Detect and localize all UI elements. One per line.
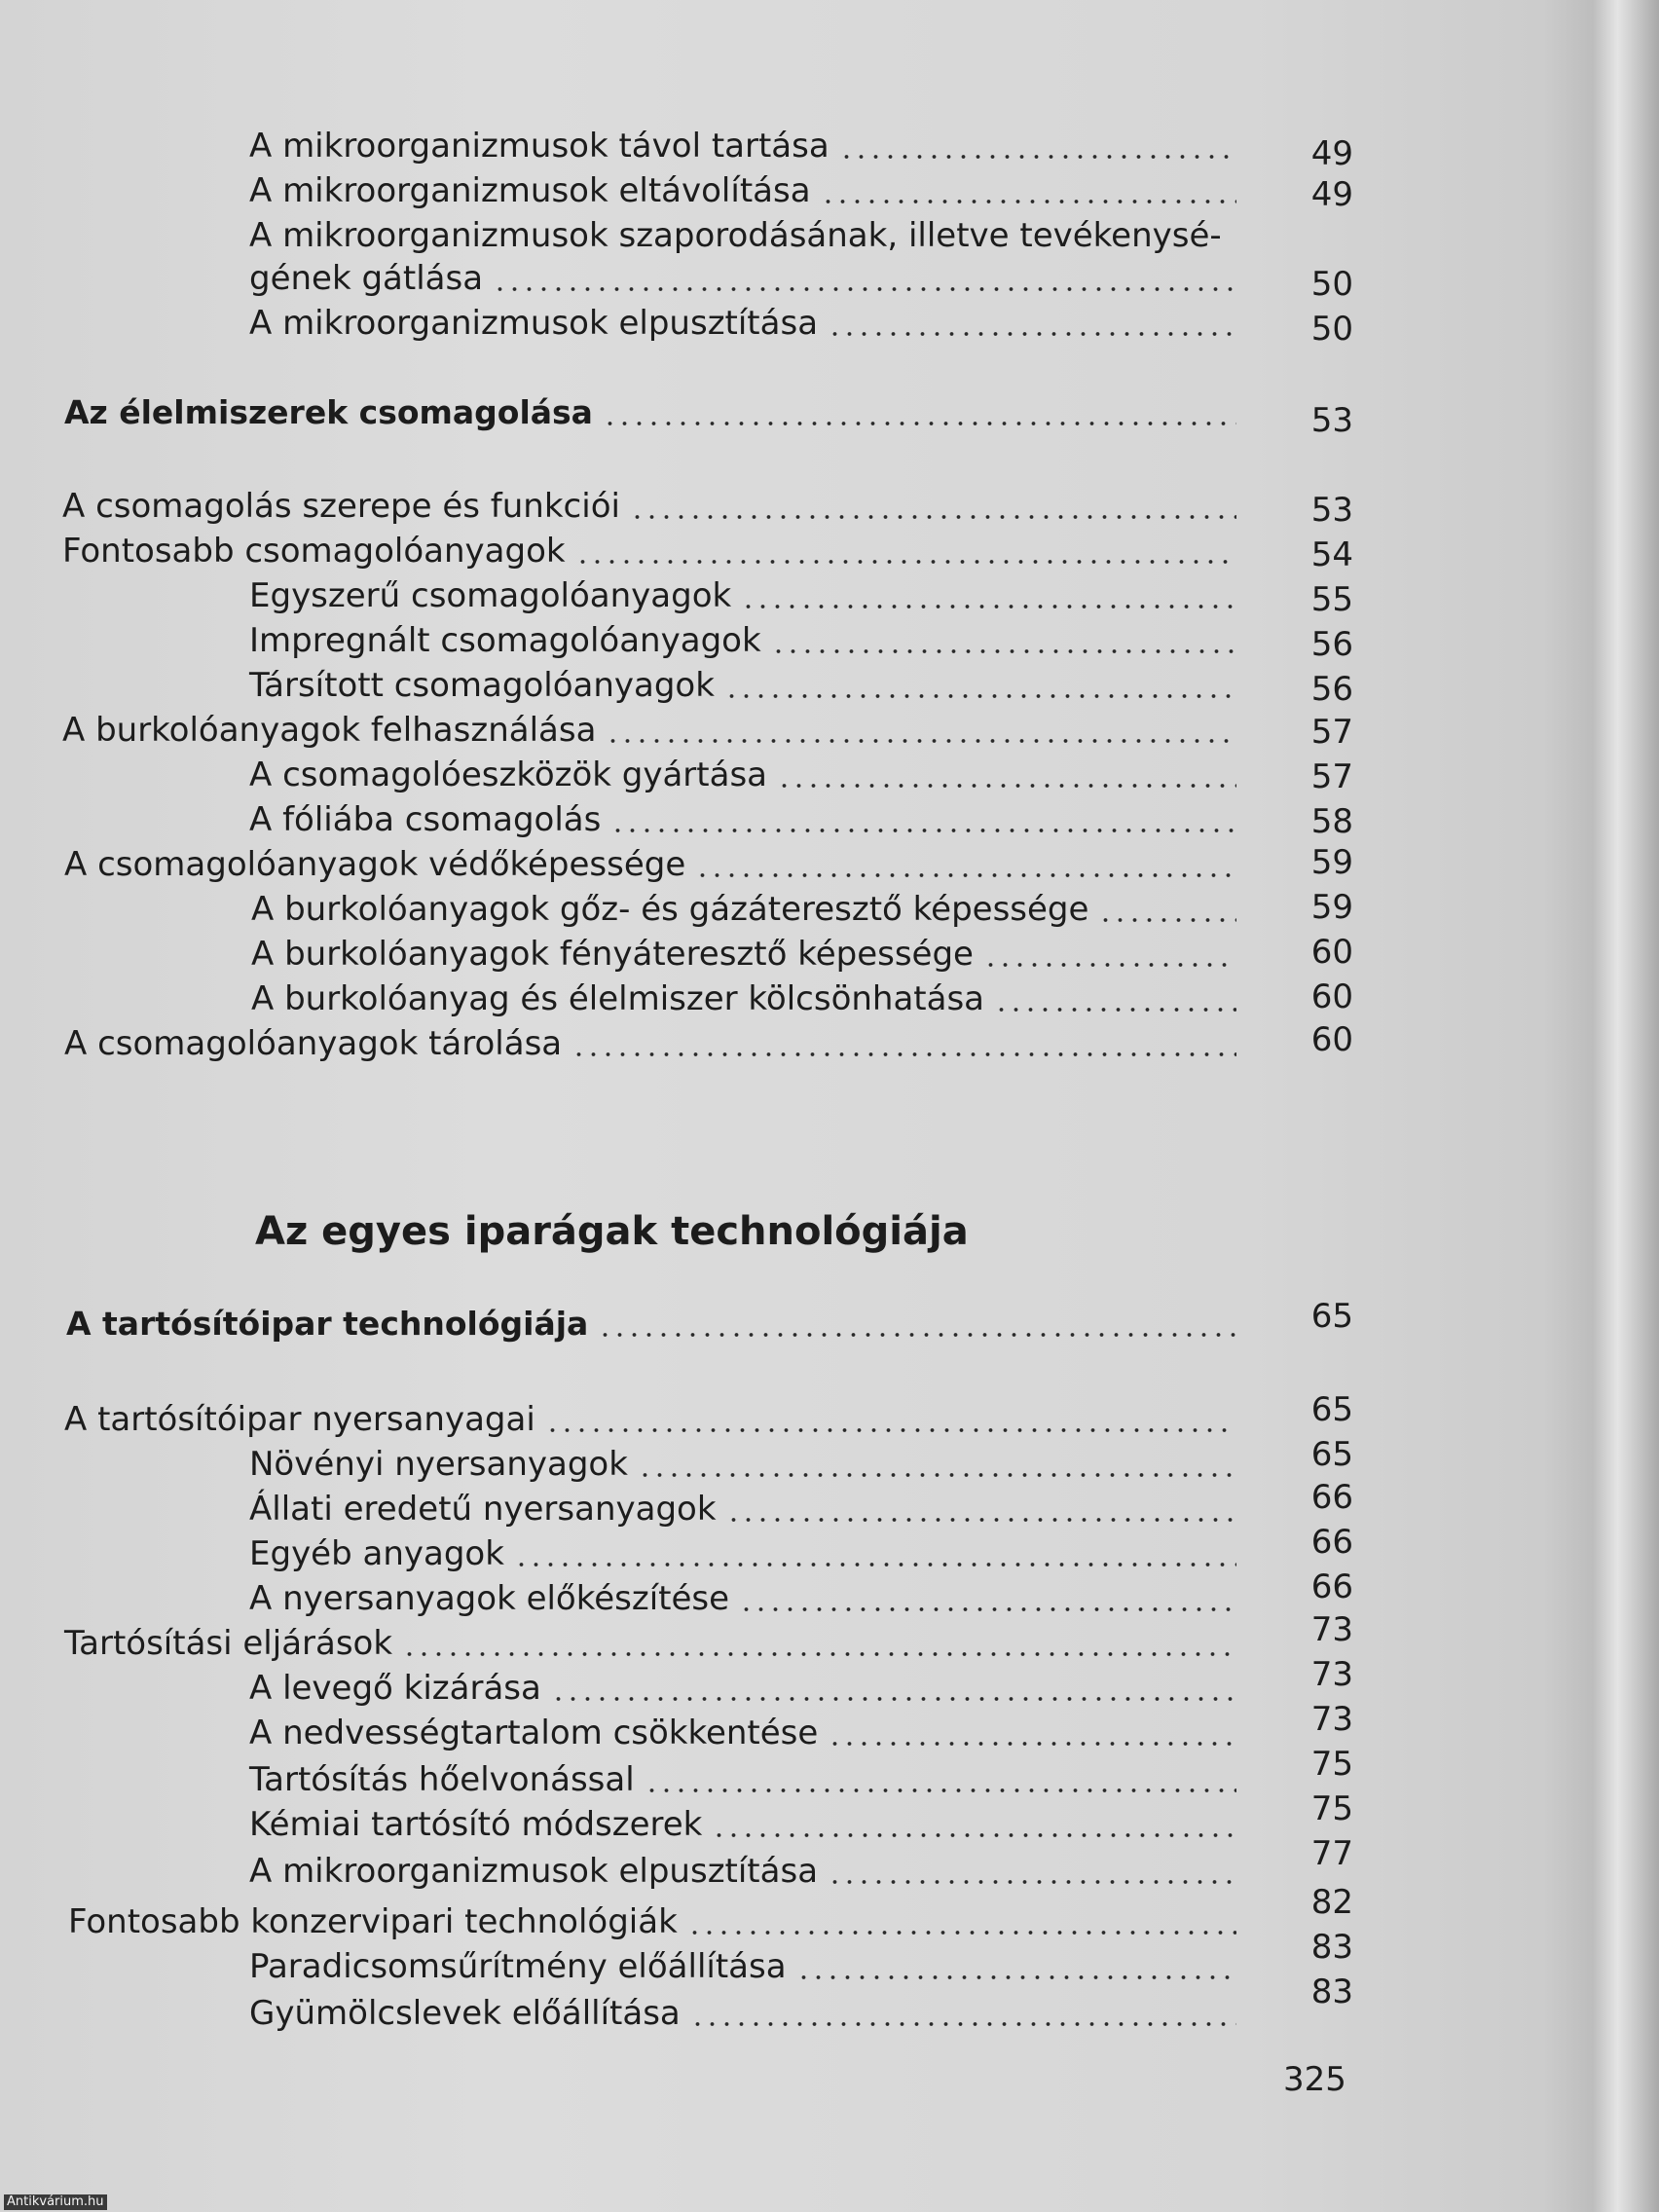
toc-chapter-page: 65 (1310, 1297, 1353, 1336)
toc-entry-label: Egyéb anyagok (249, 1534, 504, 1573)
leader-dots (828, 331, 1236, 337)
toc-entry-label: A csomagolóanyagok védőképessége (64, 845, 686, 884)
toc-entry-label: A mikroorganizmusok eltávolítása (249, 171, 811, 210)
leader-dots (606, 738, 1236, 744)
toc-entry-label: Kémiai tartósító módszerek (249, 1805, 703, 1844)
toc-entry (0, 487, 1353, 530)
toc-entry-page: 73 (1310, 1655, 1353, 1694)
toc-entry (0, 935, 1353, 974)
toc-entry-label: Növényi nyersanyagok (249, 1445, 628, 1484)
leader-dots (839, 154, 1236, 160)
toc-entry (0, 1567, 1353, 1618)
toc-entry-page: 65 (1310, 1435, 1353, 1474)
toc-entry-page: 56 (1310, 625, 1353, 664)
leader-dots (545, 1427, 1236, 1433)
toc-entry-label: Paradicsomsűrítmény előállítása (249, 1947, 787, 1986)
leader-dots (741, 604, 1236, 609)
toc-entry (0, 1478, 1353, 1529)
toc-entry-label-line2: gének gátlása (249, 259, 484, 298)
toc-entry-label: Tartósítás hőelvonással (249, 1760, 635, 1799)
toc-entry-page: 66 (1310, 1478, 1353, 1517)
toc-entry (0, 1972, 1353, 2033)
toc-entry-label: A nyersanyagok előkészítése (249, 1579, 730, 1618)
leader-dots (739, 1606, 1236, 1612)
leader-dots (638, 1472, 1236, 1478)
toc-entry (0, 845, 1353, 884)
toc-entry-label: Fontosabb konzervipari technológiák (68, 1902, 678, 1941)
toc-entry-page: 50 (1310, 265, 1353, 304)
leader-dots (645, 1788, 1236, 1793)
leader-dots (724, 693, 1236, 699)
toc-entry-label: A tartósítóipar nyersanyagai (64, 1400, 535, 1439)
toc-entry (0, 1655, 1353, 1708)
toc-entry-label: Gyümölcslevek előállítása (249, 1994, 681, 2033)
leader-dots (603, 421, 1236, 426)
toc-entry-label: Társított csomagolóanyagok (249, 666, 715, 705)
toc-entry (0, 979, 1353, 1018)
toc-entry (0, 800, 1353, 839)
toc-entry-page: 54 (1310, 535, 1353, 574)
toc-entry-page: 56 (1310, 670, 1353, 709)
leader-dots (551, 1696, 1236, 1702)
toc-entry-label: Fontosabb csomagolóanyagok (62, 532, 566, 571)
toc-entry-label: A csomagolóeszközök gyártása (249, 756, 767, 794)
leader-dots (1098, 917, 1236, 923)
toc-entry (0, 1834, 1353, 1891)
leader-dots (796, 1974, 1236, 1980)
toc-entry-page: 66 (1310, 1567, 1353, 1606)
toc-entry-label: A levegő kizárása (249, 1669, 541, 1708)
toc-entry-page: 60 (1310, 977, 1353, 1016)
toc-entry-label: Tartósítási eljárások (64, 1624, 393, 1663)
toc-entry-page: 82 (1310, 1883, 1353, 1922)
leader-dots (983, 962, 1236, 968)
toc-entry (0, 1390, 1353, 1439)
toc-entry (0, 1610, 1353, 1663)
toc-entry-page: 59 (1310, 843, 1353, 882)
leader-dots (630, 514, 1236, 520)
toc-entry-page: 57 (1310, 757, 1353, 796)
toc-entry-page: 58 (1310, 802, 1353, 841)
toc-entry-page: 60 (1310, 933, 1353, 972)
toc-entry-page: 73 (1310, 1610, 1353, 1649)
toc-entry (0, 1883, 1353, 1941)
leader-dots (690, 2021, 1236, 2027)
toc-chapter-page: 53 (1310, 401, 1353, 440)
toc-entry (0, 1435, 1353, 1484)
toc-entry-page: 83 (1310, 1928, 1353, 1967)
leader-dots (571, 1051, 1236, 1057)
toc-entry-label: A burkolóanyagok gőz- és gázáteresztő képessége (251, 890, 1089, 929)
section-heading: Az egyes iparágak technológiája (255, 1209, 969, 1254)
toc-entry-page: 75 (1310, 1789, 1353, 1828)
toc-entry (0, 1523, 1353, 1573)
toc-entry-label-line1: A mikroorganizmusok szaporodásának, illetve tevékenysé- (249, 216, 1222, 255)
toc-entry (0, 1745, 1353, 1799)
toc-entry-label: A mikroorganizmusok elpusztítása (249, 304, 819, 343)
toc-chapter-label: Az élelmiszerek csomagolása (64, 393, 593, 431)
toc-entry-label: A csomagolás szerepe és funkciói (62, 487, 620, 526)
toc-entry-page: 65 (1310, 1390, 1353, 1429)
leader-dots (598, 1332, 1236, 1338)
toc-entry-page: 53 (1310, 491, 1353, 530)
toc-chapter-preserving (0, 1297, 1353, 1344)
leader-dots (712, 1832, 1236, 1838)
toc-entry (0, 1789, 1353, 1844)
toc-entry (0, 1700, 1353, 1752)
toc-entry-page: 57 (1310, 713, 1353, 752)
toc-entry-page: 77 (1310, 1834, 1353, 1873)
toc-entry (0, 259, 1353, 304)
toc-entry (0, 532, 1353, 574)
leader-dots (493, 286, 1236, 292)
leader-dots (994, 1007, 1236, 1013)
page-number: 325 (1283, 2060, 1346, 2099)
toc-entry-label: A csomagolóanyagok tárolása (64, 1024, 563, 1063)
toc-entry (0, 890, 1353, 929)
toc-entry-page: 66 (1310, 1523, 1353, 1562)
toc-entry (0, 171, 1353, 214)
toc-entry-label: A nedvességtartalom csökkentése (249, 1714, 819, 1752)
toc-entry-page: 49 (1310, 134, 1353, 173)
leader-dots (575, 559, 1236, 565)
toc-entry-page: 83 (1310, 1972, 1353, 2011)
toc-entry-label: A mikroorganizmusok elpusztítása (249, 1852, 819, 1891)
toc-entry (0, 756, 1353, 794)
toc-chapter-label: A tartósítóipar technológiája (66, 1305, 589, 1343)
leader-dots (695, 872, 1236, 878)
toc-entry (0, 1928, 1353, 1986)
toc-entry-page: 50 (1310, 310, 1353, 349)
watermark: Antikvárium.hu (4, 2194, 107, 2210)
toc-entry-page: 73 (1310, 1700, 1353, 1739)
toc-entry-label: Egyszerű csomagolóanyagok (249, 576, 732, 615)
leader-dots (771, 648, 1236, 654)
toc-entry-label: A fóliába csomagolás (249, 800, 602, 839)
toc-entry-label: A burkolóanyagok fényáteresztő képessége (251, 935, 974, 974)
toc-entry-page: 55 (1310, 580, 1353, 619)
leader-dots (687, 1930, 1236, 1936)
toc-entry (0, 304, 1353, 349)
leader-dots (828, 1879, 1236, 1885)
toc-entry (0, 127, 1353, 173)
toc-entry-page: 59 (1310, 888, 1353, 927)
toc-entry-label: A mikroorganizmusok távol tartása (249, 127, 830, 166)
toc-entry-label: A burkolóanyagok felhasználása (62, 711, 597, 750)
leader-dots (610, 828, 1236, 833)
leader-dots (726, 1517, 1236, 1523)
toc-entry-page: 49 (1310, 175, 1353, 214)
toc-entry (0, 666, 1353, 709)
toc-entry (0, 711, 1353, 750)
leader-dots (777, 783, 1236, 789)
toc-entry (0, 576, 1353, 619)
toc-entry-label: A burkolóanyag és élelmiszer kölcsönhatása (251, 979, 985, 1018)
toc-entry (0, 621, 1353, 664)
leader-dots (402, 1651, 1236, 1657)
toc-entry-page: 60 (1310, 1020, 1353, 1059)
toc-entry-page: 75 (1310, 1745, 1353, 1784)
toc-entry-label: Impregnált csomagolóanyagok (249, 621, 761, 660)
leader-dots (828, 1741, 1236, 1747)
leader-dots (821, 199, 1236, 204)
toc-entry-label: Állati eredetű nyersanyagok (249, 1490, 717, 1529)
toc-chapter-packaging (0, 393, 1353, 440)
leader-dots (514, 1562, 1236, 1567)
toc-entry (0, 1020, 1353, 1063)
